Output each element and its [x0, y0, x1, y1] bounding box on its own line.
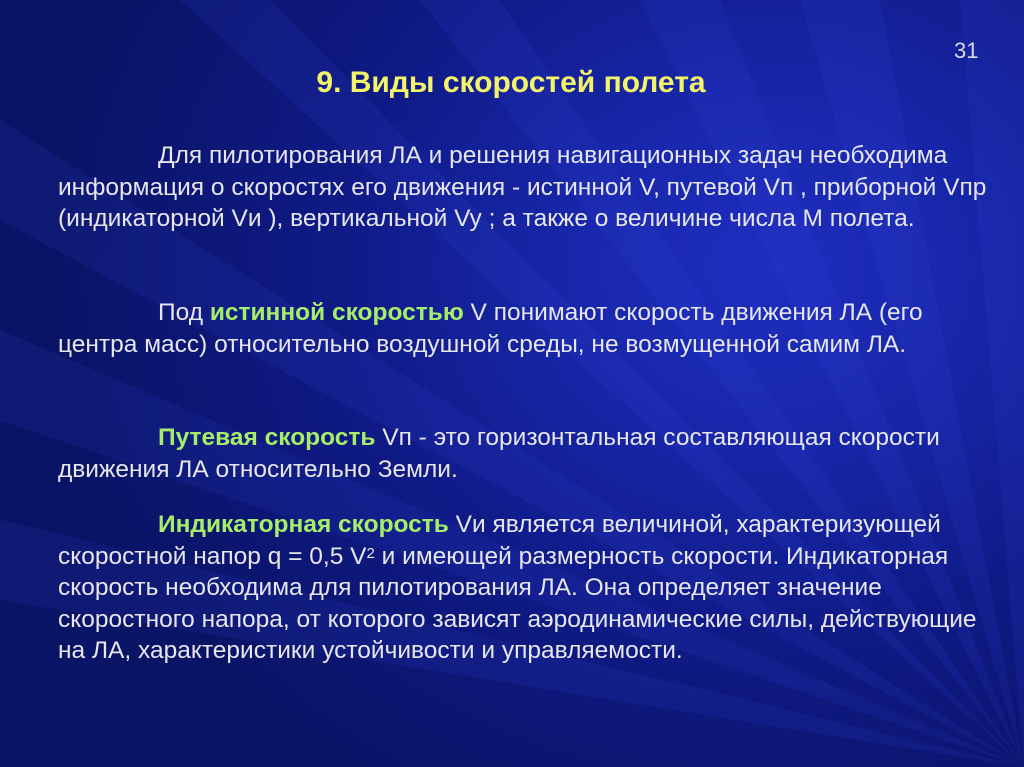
paragraph-intro-text: Для пилотирования ЛА и решения навигационных задач необходима информация о скоростях его движения - истинной V, путевой Vп , приборной Vпр (индикаторной Vи ), вертикальной Vy ; а также о величине числа М полета.: [58, 142, 987, 232]
paragraph-ground-speed-text: Vп - это горизонтальная составляющая скорости движения ЛА относительно Земли.: [58, 424, 940, 483]
term-true-airspeed: истинной скоростью: [209, 299, 464, 326]
slide-number: 31: [954, 38, 979, 63]
paragraph-true-airspeed: [58, 297, 998, 360]
paragraph-true-airspeed-text: V понимают скорость движения ЛА (его центра масс) относительно воздушной среды, не возмущенной самим ЛА.: [58, 299, 923, 358]
paragraph-indicated-airspeed-text-b: и имеющей размерность скорости. Индикаторная скорость необходима для пилотирования ЛА. Она определяет значение скоростного напора, от которого зависят аэродинамические силы, действующие на ЛА, характеристики устойчивости и управляемости.: [58, 542, 977, 664]
term-ground-speed: Путевая скорость: [158, 424, 376, 451]
paragraph-ground-speed: [58, 422, 998, 485]
term-indicated-airspeed: Индикаторная скорость: [158, 511, 449, 538]
paragraph-indicated-airspeed-text-a: Vи является величиной, характеризующей скоростной напор q = 0,5 V: [58, 511, 941, 570]
paragraph-lead: Под: [158, 299, 210, 326]
paragraph-intro: [58, 140, 998, 235]
paragraph-indicated-airspeed: [58, 509, 998, 667]
slide-title: [0, 66, 1024, 100]
slide-title-text: 9. Виды скоростей полета: [316, 66, 706, 99]
superscript-two: 2: [366, 544, 375, 562]
